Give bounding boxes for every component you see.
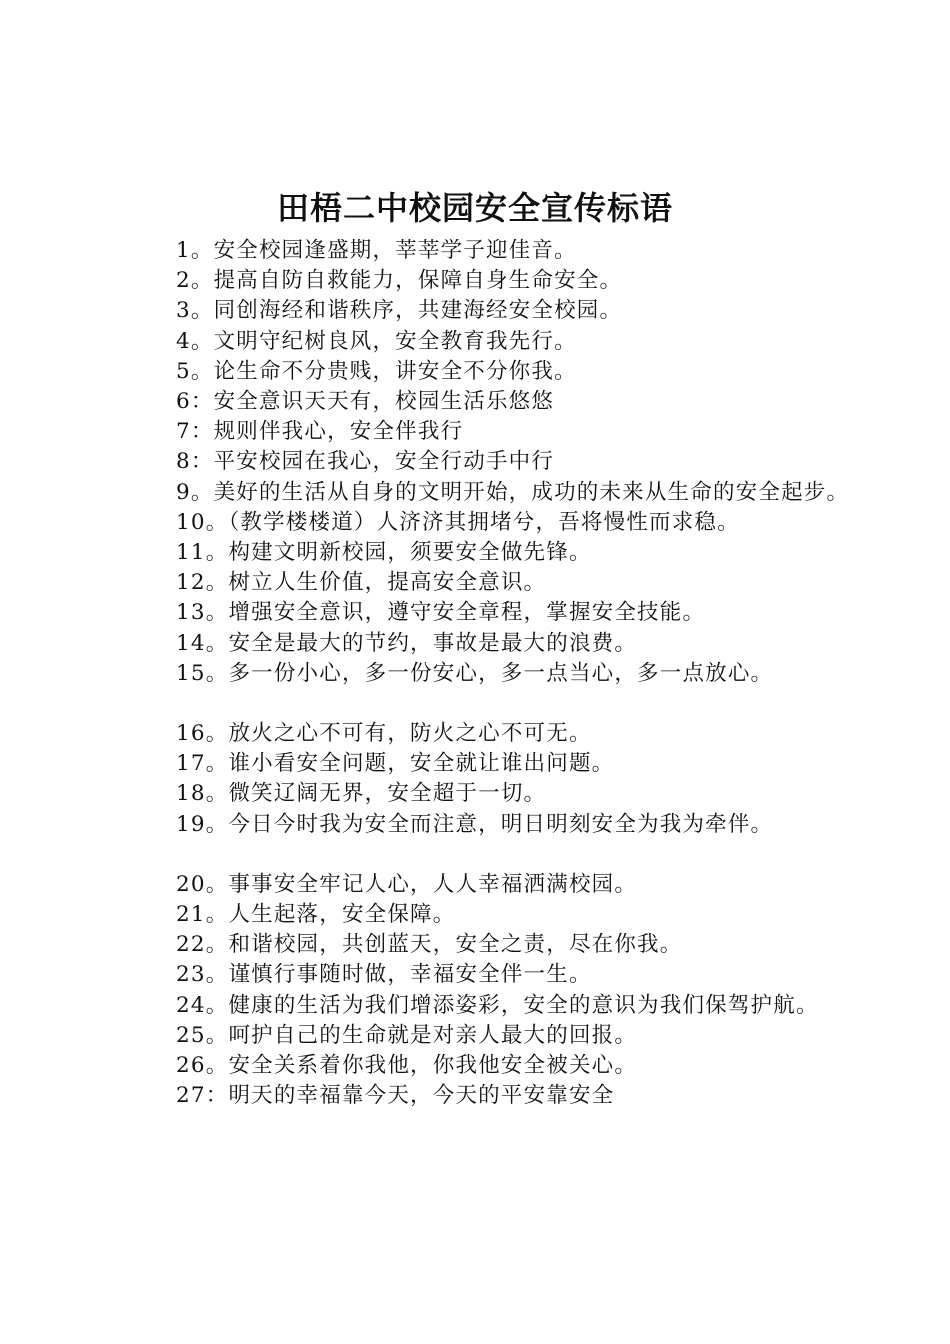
slogan-item: 25。呵护自己的生命就是对亲人最大的回报。 (176, 1022, 638, 1048)
slogan-item: 18。微笑辽阔无界，安全超于一切。 (176, 781, 547, 807)
slogan-item: 11。构建文明新校园，须要安全做先锋。 (176, 540, 592, 566)
slogan-item: 17。谁小看安全问题，安全就让谁出问题。 (176, 751, 615, 777)
slogan-item: 23。谨慎行事随时做，幸福安全伴一生。 (176, 962, 592, 988)
slogan-item: 14。安全是最大的节约，事故是最大的浪费。 (176, 630, 638, 656)
slogan-item: 19。今日今时我为安全而注意，明日明刻安全为我为牵伴。 (176, 811, 774, 837)
slogan-item: 6：安全意识天天有，校园生活乐悠悠 (176, 389, 555, 415)
document-title: 田梧二中校园安全宣传标语 (276, 189, 673, 227)
slogan-item: 21。人生起落，安全保障。 (176, 902, 456, 928)
slogan-list (130, 236, 850, 1111)
slogan-item: 5。论生命不分贵贱，讲安全不分你我。 (176, 358, 577, 384)
slogan-item: 12。树立人生价值，提高安全意识。 (176, 570, 547, 596)
slogan-item: 8：平安校园在我心，安全行动手中行 (176, 449, 555, 475)
slogan-item: 13。增强安全意识，遵守安全章程，掌握安全技能。 (176, 600, 706, 626)
slogan-item: 24。健康的生活为我们增添姿彩，安全的意识为我们保驾护航。 (176, 992, 819, 1018)
slogan-item: 7：规则伴我心，安全伴我行 (176, 419, 464, 445)
slogan-item: 1。安全校园逢盛期，莘莘学子迎佳音。 (176, 238, 577, 263)
slogan-item: 27：明天的幸福靠今天，今天的平安靠安全 (176, 1083, 615, 1109)
slogan-item: 3。同创海经和谐秩序，共建海经安全校园。 (176, 298, 623, 324)
slogan-item: 22。和谐校园，共创蓝天，安全之责，尽在你我。 (176, 932, 683, 958)
slogan-item: 16。放火之心不可有，防火之心不可无。 (176, 721, 592, 747)
slogan-item: 2。提高自防自救能力，保障自身生命安全。 (176, 268, 623, 294)
slogan-item: 20。事事安全牢记人心，人人幸福洒满校园。 (176, 871, 638, 897)
slogan-item: 26。安全关系着你我他，你我他安全被关心。 (176, 1053, 638, 1079)
slogan-item: 10。（教学楼楼道）人济济其拥堵兮，吾将慢性而求稳。 (176, 509, 740, 535)
slogan-item: 9。美好的生活从自身的文明开始，成功的未来从生命的安全起步。 (176, 479, 850, 505)
slogan-item: 4。文明守纪树良风，安全教育我先行。 (176, 328, 577, 354)
slogan-item: 15。多一份小心，多一份安心，多一点当心，多一点放心。 (176, 660, 774, 686)
